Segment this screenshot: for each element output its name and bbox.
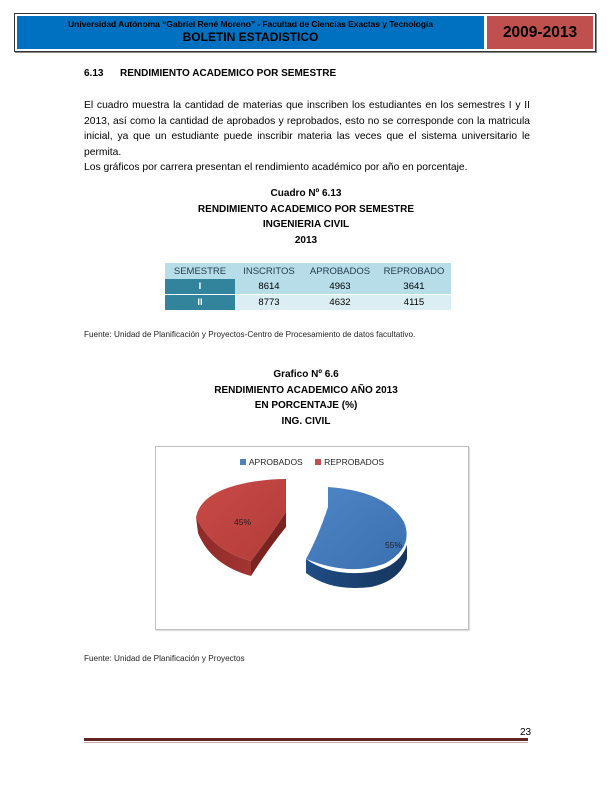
table-source-note: Fuente: Unidad de Planificación y Proyectos-Centro de Procesamiento de datos facultativo. (84, 330, 416, 339)
cell-inscritos: 8773 (235, 295, 303, 311)
cell-aprobados: 4632 (303, 295, 377, 311)
footer-rule (84, 738, 528, 741)
chart-source-note: Fuente: Unidad de Planificación y Proyectos (84, 654, 245, 663)
section-title: RENDIMIENTO ACADEMICO POR SEMESTRE (120, 68, 337, 79)
header-title-block (17, 16, 484, 49)
paragraph-text: El cuadro muestra la cantidad de materias que inscriben los estudiantes en los semestres I y II 2013, así como la cantidad de aprobados y reprobados, esto no se corresponde con la matricula inicial, ya que un estudiante puede inscribir materia las veces que el sistema universitario le permita. (84, 100, 530, 158)
bulletin-title: BOLETIN ESTADISTICO (182, 30, 319, 44)
slice-aprobados (306, 487, 407, 569)
cell-aprobados: 4963 (303, 279, 377, 295)
institution-name: Universidad Autónoma “Gabriel René Moreno” - Facultad de Ciencias Exactas y Tecnología (68, 19, 433, 29)
legend-item-aprobados: APROBADOS (240, 457, 303, 467)
chart-caption-number: Grafico Nº 6.6 (273, 369, 339, 380)
section-heading (84, 68, 336, 79)
cell-reprobado: 4115 (377, 295, 451, 311)
col-aprobados: APROBADOS (303, 263, 377, 279)
chart-caption-title: RENDIMIENTO ACADEMICO AÑO 2013 (214, 384, 398, 396)
chart-caption (0, 367, 612, 429)
section-number: 6.13 (84, 68, 104, 79)
col-inscritos: INSCRITOS (235, 263, 303, 279)
table-caption-title: RENDIMIENTO ACADEMICO POR SEMESTRE (197, 203, 415, 215)
cell-inscritos: 8614 (235, 279, 303, 295)
cell-semestre: II (165, 295, 235, 311)
label-aprobados: 55% (385, 540, 403, 550)
col-semestre: SEMESTRE (165, 263, 235, 279)
pie-chart (155, 446, 469, 630)
cell-semestre: I (165, 279, 235, 295)
table-row (165, 279, 451, 295)
footer-rule-thin (84, 742, 528, 743)
label-reprobados: 45% (234, 517, 252, 527)
cell-reprobado: 3641 (377, 279, 451, 295)
table-header-row (165, 263, 451, 279)
body-paragraph (84, 98, 530, 176)
chart-caption-unit: EN PORCENTAJE (%) (254, 400, 358, 411)
page-number: 23 (520, 727, 532, 738)
col-reprobado: REPROBADO (377, 263, 451, 279)
chart-caption-subject: ING. CIVIL (281, 415, 331, 427)
performance-table (165, 263, 451, 311)
page-header (14, 13, 596, 52)
table-caption-year: 2013 (294, 234, 318, 246)
pie-graphic (156, 447, 468, 629)
header-years: 2009-2013 (487, 16, 593, 49)
table-caption-number: Cuadro Nº 6.13 (270, 188, 342, 199)
legend-item-reprobados: REPROBADOS (315, 457, 384, 467)
table-caption-subject: INGENIERIA CIVIL (262, 219, 350, 230)
paragraph-text-2: Los gráficos por carrera presentan el rendimiento académico por año en porcentaje. (84, 162, 468, 173)
table-caption (0, 186, 612, 248)
table-row (165, 295, 451, 311)
